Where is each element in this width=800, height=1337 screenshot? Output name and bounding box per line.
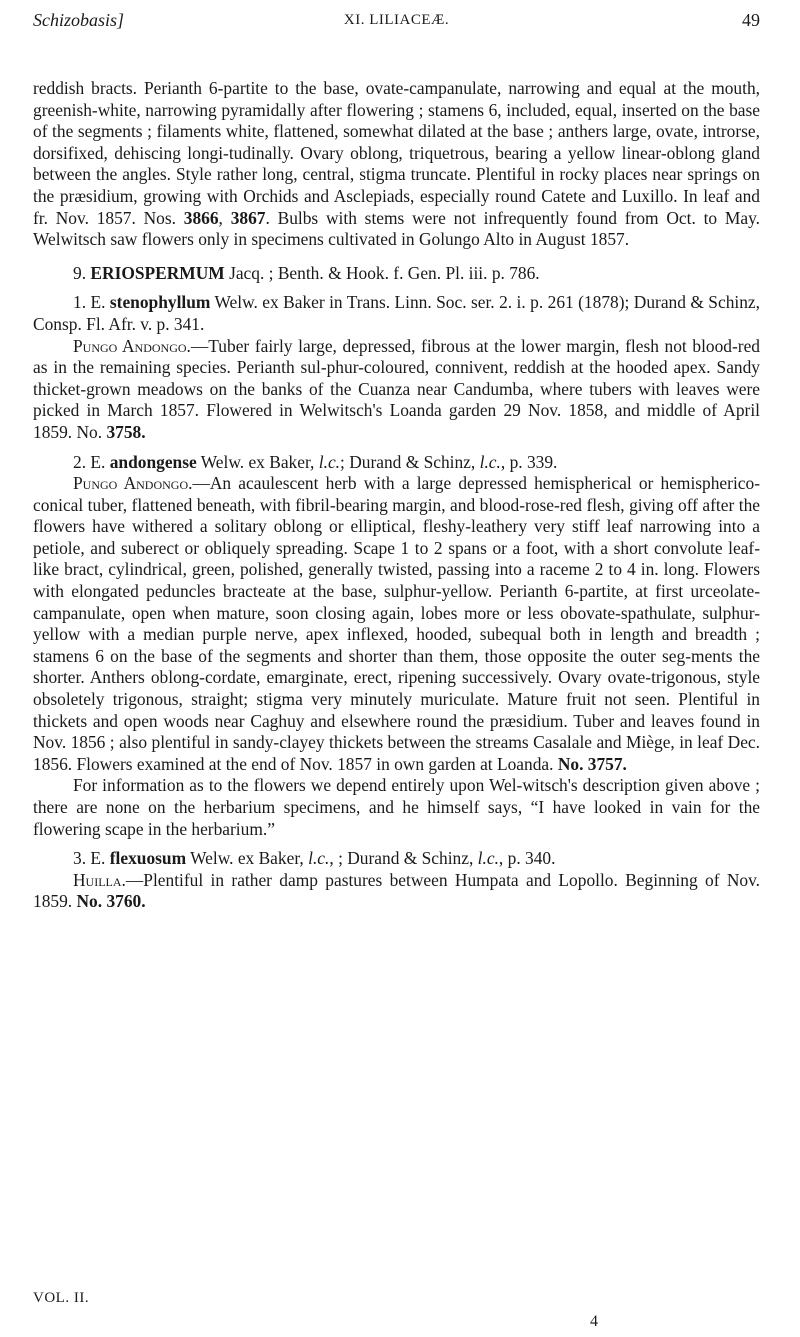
species-number: 1. E.	[73, 292, 106, 313]
species-description	[33, 870, 760, 913]
paragraph-text: Bulbs with stems were not infrequently found from Oct. to May. Welwitsch saw flowers only in specimens cultivated in Golungo Alto in August 1857.	[33, 207, 760, 250]
genus-number: 9.	[73, 262, 87, 283]
genus-name: ERIOSPERMUM	[90, 262, 225, 283]
signature-mark: 4	[590, 1313, 598, 1330]
description-text: —Plentiful in rather damp pastures between Humpata and Lopollo. Beginning of Nov. 1859.	[33, 869, 760, 912]
description-text: —An acaulescent herb with a large depressed hemispherical or hemispherico-conical tuber, flattened beneath, with fibril-bearing margin, and blood-rose-red flesh, giving off after the flowers have withered a solitary oblong or elliptical, fleshy-leathery very stiff leaf narrowing into a petiole, and suberect or obliquely spreading. Scape 1 to 2 spans or a foot, with a short convolute leaf-like bract, cylindrical, green, polished, generally twisted, passing into a raceme 2 to 4 in. long. Flowers with elongated peduncles bracteate at the base, sulphur-yellow. Perianth 6-partite, at first urceolate-campanulate, open when mature, soon closing again, lobes more or less obovate-spathulate, sulphur-yellow with a median purple nerve, apex inflexed, hooded, subequal both in length and breadth ; stamens 6 on the base of the segments and shorter than them, those opposite the outer seg-ments the shorter. Anthers oblong-cordate, emarginate, erect, ripening successively. Ovary ovate-trigonous, style obsoletely trigonous, straight; stigma very minutely muriculate. Mature fruit not seen. Plentiful in thickets and open woods near Caghuy and elsewhere round the præsidium. Tuber and leaves found in Nov. 1856 ; also plentiful in sandy-clayey thickets between the streams Casalale and Miège, in leaf Dec. 1856. Flowers examined at the end of Nov. 1857 in own garden at Loanda.	[33, 473, 760, 774]
species-name: stenophyllum	[109, 292, 211, 313]
genus-citation: Jacq. ; Benth. & Hook. f. Gen. Pl. iii. p. 786.	[229, 262, 540, 283]
specimen-number: 3758.	[106, 421, 146, 442]
running-header	[33, 10, 760, 40]
species-description	[33, 473, 760, 775]
species-citation: ; Durand & Schinz,	[340, 451, 476, 472]
loc-cit: l.c.	[477, 848, 499, 869]
species-citation: , p. 340.	[498, 848, 556, 869]
species-heading	[33, 292, 760, 335]
page-number: 49	[742, 10, 760, 30]
district-name: Pungo Andongo.	[73, 473, 193, 494]
species-name: andongense	[109, 451, 197, 472]
specimen-number: No. 3757.	[557, 753, 627, 774]
species-citation: Welw. ex Baker,	[190, 848, 304, 869]
district-name: Huilla.	[73, 869, 126, 890]
species-description	[33, 336, 760, 444]
specimen-number: No. 3760.	[76, 891, 146, 912]
district-name: Pungo Andongo.	[73, 335, 191, 356]
loc-cit: l.c.	[479, 451, 501, 472]
species-citation: Welw. ex Baker in Trans. Linn. Soc. ser. 2. i. p. 261 (1878); Durand & Schinz, Consp. Fl. Afr. v. p. 341.	[33, 292, 760, 334]
species-heading	[33, 452, 760, 474]
species-number: 2. E.	[73, 451, 106, 472]
species-name: flexuosum	[109, 848, 187, 869]
species-heading	[33, 848, 760, 870]
page-body	[33, 78, 760, 913]
description-text: —Tuber fairly large, depressed, fibrous at the lower margin, flesh not blood-red as in the remaining species. Perianth sul-phur-coloured, connivent, reddish at the hooded apex. Sandy thicket-grown meadows on the banks of the Cuanza near Candumba, where tubers with leaves were picked in March 1857. Flowered in Welwitsch's Loanda garden 29 Nov. 1858, and middle of April 1859. No.	[33, 335, 760, 442]
specimen-number: 3867	[230, 207, 266, 228]
continuation-paragraph: reddish bracts. Perianth 6-partite to the base, ovate-campanulate, narrowing and equal at the mouth, greenish-white, narrowing pyramidally after flowering ; stamens 6, included, equal, inserted on the base of the segments ; filaments white, flattened, somewhat dilated at the base ; anthers large, ovate, introrse, dorsifixed, dehiscing longi-tudinally. Ovary oblong, triquetrous, bearing a yellow linear-oblong gland between the angles. Style rather long, central, stigma truncate. Plentiful in rocky places near springs on the præsidium, growing with Orchids and Asclepiads, especially round Catete and Luxillo. In leaf and fr. Nov. 1857. Nos. 3866, 3867. Bulbs with stems were not infrequently found from Oct. to May. Welwitsch saw flowers only in specimens cultivated in Golungo Alto in August 1857.	[33, 78, 760, 250]
loc-cit: l.c.	[318, 451, 341, 472]
species-citation: Welw. ex Baker,	[200, 451, 315, 472]
genus-heading	[33, 263, 760, 285]
header-family: XI. LILIACEÆ.	[343, 12, 450, 28]
species-number: 3. E.	[73, 848, 106, 869]
loc-cit: l.c.	[308, 848, 330, 869]
species-citation: , p. 339.	[500, 451, 558, 472]
species-citation: , ; Durand & Schinz,	[329, 848, 474, 869]
header-section: Schizobasis]	[33, 10, 125, 30]
species-note: For information as to the flowers we depend entirely upon Wel-witsch's description given above ; there are none on the herbarium specimens, and he himself says, “I have looked in vain for the flowering scape in the herbarium.”	[33, 775, 760, 839]
specimen-number: 3866	[183, 207, 219, 228]
paragraph-text: reddish bracts. Perianth 6-partite to the base, ovate-campanulate, narrowing and equal at the mouth, greenish-white, narrowing pyramidally after flowering ; stamens 6, included, equal, inserted on the base of the segments ; filaments white, flattened, somewhat dilated at the base ; anthers large, ovate, introrse, dorsifixed, dehiscing longi-tudinally. Ovary oblong, triquetrous, bearing a yellow linear-oblong gland between the angles. Style rather long, central, stigma truncate. Plentiful in rocky places near springs on the præsidium, growing with Orchids and Asclepiads, especially round Catete and Luxillo. In leaf and fr. Nov. 1857. Nos.	[33, 78, 760, 228]
volume-label: VOL. II.	[33, 1290, 90, 1306]
